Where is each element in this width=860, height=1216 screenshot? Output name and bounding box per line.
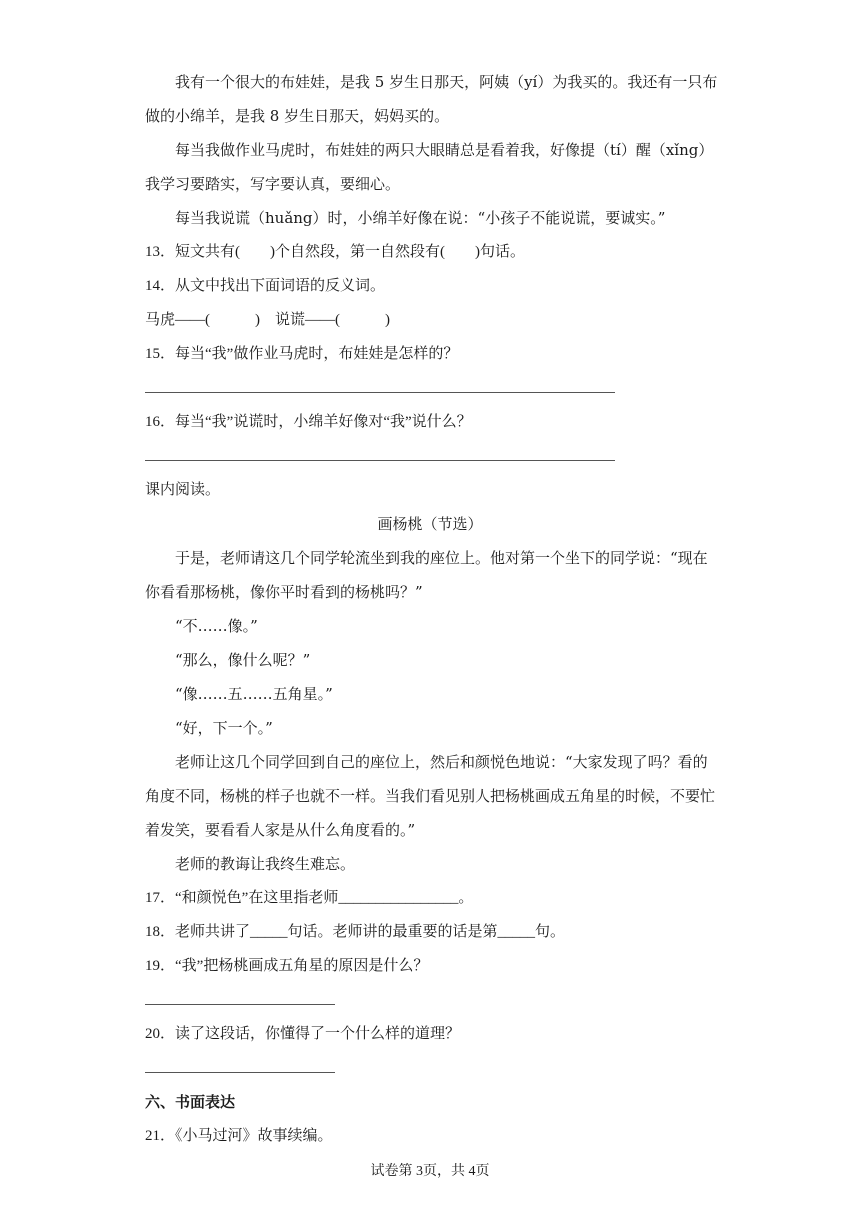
passage2-line-9: 着发笑，要看看人家是从什么角度看的。” (145, 821, 416, 839)
passage1-line-2: 做的小绵羊，是我 8 岁生日那天，妈妈买的。 (145, 107, 450, 125)
question-18: 18．老师共讲了_____句话。老师讲的最重要的话是第_____句。 (145, 924, 566, 940)
passage2-line-1: 于是，老师请这几个同学轮流坐到我的座位上。他对第一个坐下的同学说：“现在 (175, 549, 708, 567)
answer-line-16[interactable] (145, 460, 615, 461)
question-14-items: 马虎——( ) 说谎——( ) (145, 312, 390, 328)
passage2-line-5: “像……五……五角星。” (175, 685, 333, 703)
passage1-line-3: 每当我做作业马虎时，布娃娃的两只大眼睛总是看着我，好像提（tí）醒（xǐng） (175, 141, 714, 159)
passage2-title: 画杨桃（节选） (377, 515, 483, 533)
question-16: 16．每当“我”说谎时，小绵羊好像对“我”说什么？ (145, 414, 472, 430)
passage2-line-7: 老师让这几个同学回到自己的座位上，然后和颜悦色地说：“大家发现了吗？看的 (175, 753, 708, 771)
question-13: 13．短文共有( )个自然段，第一自然段有( )句话。 (145, 244, 525, 260)
passage2-line-4: “那么，像什么呢？” (175, 651, 311, 669)
answer-line-15[interactable] (145, 392, 615, 393)
page-footer: 试卷第 3页，共 4页 (370, 1164, 490, 1179)
question-21: 21．《小马过河》故事续编。 (145, 1128, 333, 1144)
passage2-line-3: “不……像。” (175, 617, 258, 635)
passage1-line-5: 每当我说谎（huǎng）时，小绵羊好像在说：“小孩子不能说谎，要诚实。” (175, 209, 666, 227)
question-19: 19．“我”把杨桃画成五角星的原因是什么？ (145, 958, 429, 974)
answer-line-19[interactable] (145, 1004, 335, 1005)
passage2-line-2: 你看看那杨桃，像你平时看到的杨桃吗？” (145, 583, 423, 601)
question-14: 14．从文中找出下面词语的反义词。 (145, 278, 386, 294)
passage2-line-6: “好，下一个。” (175, 719, 273, 737)
question-20: 20．读了这段话，你懂得了一个什么样的道理？ (145, 1026, 461, 1042)
passage1-line-4: 我学习要踏实，写字要认真，要细心。 (145, 175, 401, 193)
section-reading-label: 课内阅读。 (145, 482, 221, 498)
answer-line-20[interactable] (145, 1072, 335, 1073)
question-15: 15．每当“我”做作业马虎时，布娃娃是怎样的？ (145, 346, 459, 362)
section-6-heading: 六、书面表达 (145, 1093, 236, 1111)
passage2-line-10: 老师的教诲让我终生难忘。 (175, 855, 356, 873)
question-17: 17．“和颜悦色”在这里指老师________________。 (145, 890, 474, 906)
passage2-line-8: 角度不同，杨桃的样子也就不一样。当我们看见别人把杨桃画成五角星的时候，不要忙 (145, 787, 716, 805)
passage1-line-1: 我有一个很大的布娃娃，是我 5 岁生日那天，阿姨（yí）为我买的。我还有一只布 (175, 73, 718, 91)
